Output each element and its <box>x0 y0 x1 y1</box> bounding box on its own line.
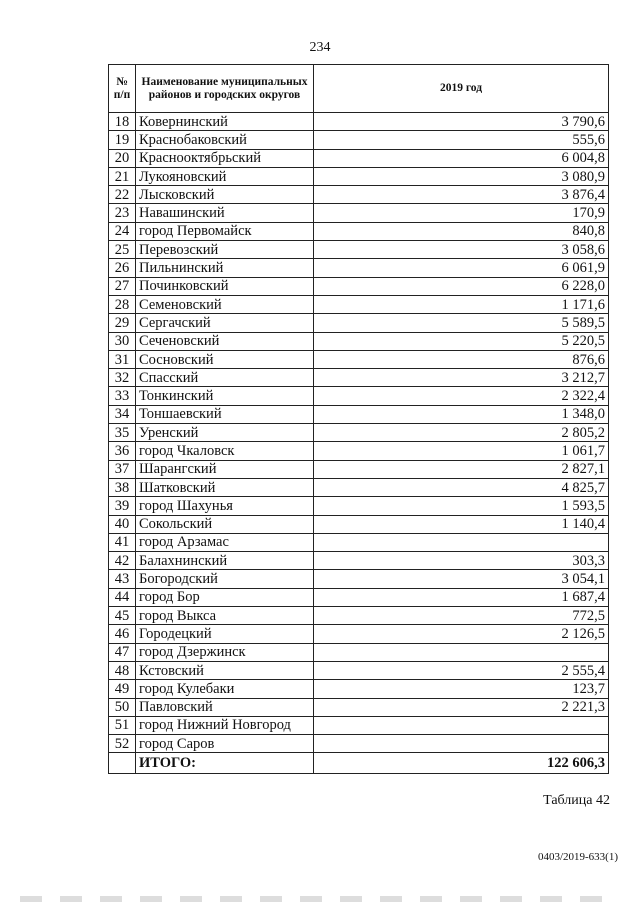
table-row <box>109 350 609 368</box>
table-row <box>109 241 609 259</box>
header-num-label: № п/п <box>113 75 131 101</box>
table-header-row <box>109 65 609 113</box>
row-value: 1 687,4 <box>314 588 609 606</box>
row-value: 772,5 <box>314 607 609 625</box>
row-number: 18 <box>109 113 136 131</box>
table-row <box>109 698 609 716</box>
table-row <box>109 405 609 423</box>
row-value: 1 171,6 <box>314 295 609 313</box>
row-number: 39 <box>109 497 136 515</box>
row-value: 303,3 <box>314 552 609 570</box>
table-row <box>109 735 609 753</box>
total-value: 122 606,3 <box>314 753 609 774</box>
table-row <box>109 442 609 460</box>
row-district-name: Тонкинский <box>136 387 314 405</box>
row-number: 26 <box>109 259 136 277</box>
table-row <box>109 222 609 240</box>
table-row <box>109 643 609 661</box>
table-row <box>109 204 609 222</box>
row-number: 32 <box>109 369 136 387</box>
total-num-cell <box>109 753 136 774</box>
header-num <box>109 65 136 113</box>
table-row <box>109 295 609 313</box>
table-row <box>109 588 609 606</box>
row-district-name: Семеновский <box>136 295 314 313</box>
table-row <box>109 277 609 295</box>
table-row <box>109 387 609 405</box>
row-value: 6 004,8 <box>314 149 609 167</box>
table-row <box>109 186 609 204</box>
row-number: 36 <box>109 442 136 460</box>
table-row <box>109 167 609 185</box>
table-row <box>109 460 609 478</box>
table-row <box>109 131 609 149</box>
table-row <box>109 369 609 387</box>
row-number: 19 <box>109 131 136 149</box>
row-value: 5 220,5 <box>314 332 609 350</box>
row-value: 3 058,6 <box>314 241 609 259</box>
row-number: 25 <box>109 241 136 259</box>
row-number: 46 <box>109 625 136 643</box>
table-row <box>109 332 609 350</box>
row-value: 3 790,6 <box>314 113 609 131</box>
row-district-name: Перевозский <box>136 241 314 259</box>
row-number: 44 <box>109 588 136 606</box>
table-row <box>109 625 609 643</box>
row-district-name: Краснобаковский <box>136 131 314 149</box>
row-district-name: город Дзержинск <box>136 643 314 661</box>
row-number: 41 <box>109 533 136 551</box>
header-name-label: Наименование муниципальных районов и городских округов <box>141 75 308 101</box>
row-number: 22 <box>109 186 136 204</box>
row-value: 3 080,9 <box>314 167 609 185</box>
row-number: 33 <box>109 387 136 405</box>
row-value <box>314 735 609 753</box>
row-district-name: город Шахунья <box>136 497 314 515</box>
table-row <box>109 259 609 277</box>
table-row <box>109 497 609 515</box>
row-district-name: город Чкаловск <box>136 442 314 460</box>
table-row <box>109 533 609 551</box>
row-district-name: Починковский <box>136 277 314 295</box>
row-value <box>314 533 609 551</box>
row-number: 31 <box>109 350 136 368</box>
document-code: 0403/2019-633(1) <box>537 851 618 863</box>
row-district-name: Спасский <box>136 369 314 387</box>
table-row <box>109 149 609 167</box>
total-row <box>109 753 609 774</box>
row-district-name: Балахнинский <box>136 552 314 570</box>
row-district-name: Шатковский <box>136 478 314 496</box>
row-district-name: город Нижний Новгород <box>136 716 314 734</box>
table-row <box>109 716 609 734</box>
row-value: 2 126,5 <box>314 625 609 643</box>
row-number: 47 <box>109 643 136 661</box>
row-number: 35 <box>109 424 136 442</box>
row-number: 34 <box>109 405 136 423</box>
header-year <box>314 65 609 113</box>
row-number: 50 <box>109 698 136 716</box>
row-number: 23 <box>109 204 136 222</box>
row-value: 876,6 <box>314 350 609 368</box>
table-row <box>109 661 609 679</box>
row-district-name: Сеченовский <box>136 332 314 350</box>
row-value: 1 061,7 <box>314 442 609 460</box>
row-district-name: город Первомайск <box>136 222 314 240</box>
row-value: 2 555,4 <box>314 661 609 679</box>
row-value: 2 827,1 <box>314 460 609 478</box>
row-value: 5 589,5 <box>314 314 609 332</box>
table-row <box>109 113 609 131</box>
table-row <box>109 314 609 332</box>
row-value: 6 228,0 <box>314 277 609 295</box>
row-value: 3 054,1 <box>314 570 609 588</box>
row-district-name: Пильнинский <box>136 259 314 277</box>
row-district-name: Краснооктябрьский <box>136 149 314 167</box>
row-value: 4 825,7 <box>314 478 609 496</box>
table-body <box>109 113 609 753</box>
row-value: 2 805,2 <box>314 424 609 442</box>
row-district-name: Богородский <box>136 570 314 588</box>
row-district-name: Сосновский <box>136 350 314 368</box>
row-number: 27 <box>109 277 136 295</box>
table-row <box>109 424 609 442</box>
row-district-name: Лысковский <box>136 186 314 204</box>
table-row <box>109 607 609 625</box>
budget-table <box>108 64 609 774</box>
row-number: 38 <box>109 478 136 496</box>
row-value: 1 348,0 <box>314 405 609 423</box>
row-number: 45 <box>109 607 136 625</box>
row-number: 24 <box>109 222 136 240</box>
row-district-name: город Кулебаки <box>136 680 314 698</box>
row-value: 2 221,3 <box>314 698 609 716</box>
table-row <box>109 478 609 496</box>
row-value: 3 876,4 <box>314 186 609 204</box>
header-year-label: 2019 год <box>439 82 483 94</box>
row-district-name: Шарангский <box>136 460 314 478</box>
row-value: 170,9 <box>314 204 609 222</box>
row-district-name: город Арзамас <box>136 533 314 551</box>
row-district-name: Навашинский <box>136 204 314 222</box>
row-number: 40 <box>109 515 136 533</box>
row-number: 48 <box>109 661 136 679</box>
table-caption: Таблица 42 <box>543 793 610 808</box>
row-number: 30 <box>109 332 136 350</box>
total-label: ИТОГО: <box>136 753 314 774</box>
row-district-name: город Бор <box>136 588 314 606</box>
row-value: 3 212,7 <box>314 369 609 387</box>
page-number: 234 <box>309 40 331 55</box>
row-district-name: Сокольский <box>136 515 314 533</box>
row-value <box>314 643 609 661</box>
row-district-name: Кстовский <box>136 661 314 679</box>
row-number: 42 <box>109 552 136 570</box>
row-number: 51 <box>109 716 136 734</box>
row-district-name: Ковернинский <box>136 113 314 131</box>
row-number: 43 <box>109 570 136 588</box>
row-district-name: город Саров <box>136 735 314 753</box>
row-district-name: город Выкса <box>136 607 314 625</box>
table-row <box>109 680 609 698</box>
row-district-name: Сергачский <box>136 314 314 332</box>
row-district-name: Павловский <box>136 698 314 716</box>
row-value <box>314 716 609 734</box>
table-row <box>109 570 609 588</box>
row-district-name: Городецкий <box>136 625 314 643</box>
row-district-name: Лукояновский <box>136 167 314 185</box>
row-number: 20 <box>109 149 136 167</box>
row-value: 840,8 <box>314 222 609 240</box>
table-row <box>109 552 609 570</box>
row-district-name: Тоншаевский <box>136 405 314 423</box>
row-number: 52 <box>109 735 136 753</box>
row-district-name: Уренский <box>136 424 314 442</box>
row-value: 1 140,4 <box>314 515 609 533</box>
row-value: 6 061,9 <box>314 259 609 277</box>
row-number: 28 <box>109 295 136 313</box>
table-row <box>109 515 609 533</box>
row-value: 1 593,5 <box>314 497 609 515</box>
row-value: 555,6 <box>314 131 609 149</box>
header-name <box>136 65 314 113</box>
row-value: 123,7 <box>314 680 609 698</box>
row-number: 49 <box>109 680 136 698</box>
row-number: 21 <box>109 167 136 185</box>
row-number: 29 <box>109 314 136 332</box>
row-value: 2 322,4 <box>314 387 609 405</box>
scan-edge-artifact <box>20 896 620 902</box>
row-number: 37 <box>109 460 136 478</box>
